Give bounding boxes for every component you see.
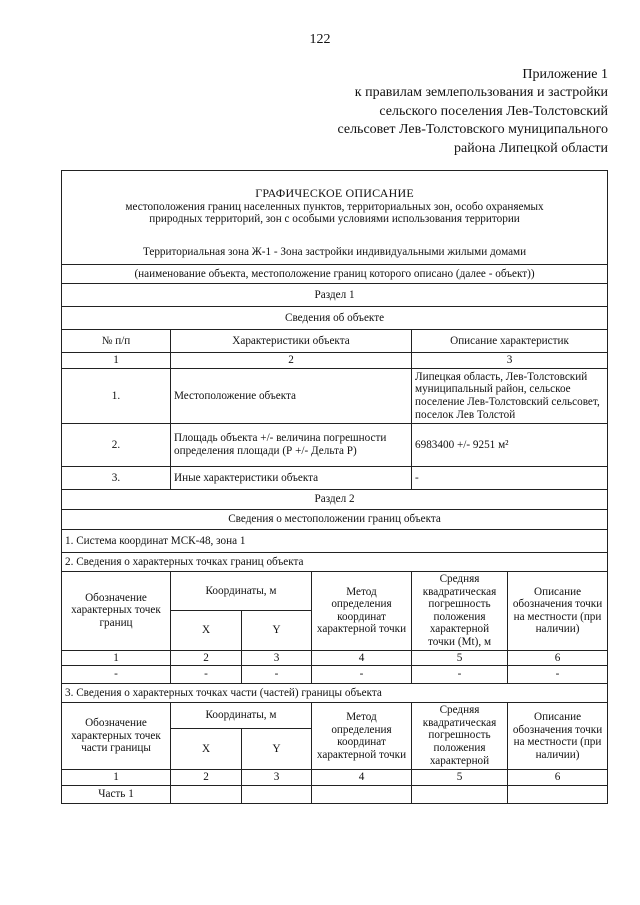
col-coordinates: Координаты, м xyxy=(171,703,312,729)
point-cell: - xyxy=(412,666,508,684)
document-header xyxy=(62,171,608,265)
col-method: Метод определения координат характерной точки xyxy=(312,703,412,770)
point-cell: - xyxy=(508,666,608,684)
col-number: 2 xyxy=(171,770,242,786)
document-subtitle: местоположения границ населенных пунктов, территориальных зон, особо охраняемых xyxy=(125,200,544,213)
coordinate-system: 1. Система координат МСК-48, зона 1 xyxy=(62,529,608,552)
row-number: 3. xyxy=(62,466,171,489)
col-number: 3 xyxy=(242,770,312,786)
appendix-line: сельсовет Лев-Толстовского муниципального xyxy=(337,122,608,138)
appendix-block xyxy=(278,66,608,158)
empty-cell xyxy=(508,785,608,803)
document-title: ГРАФИЧЕСКОЕ ОПИСАНИЕ xyxy=(255,186,414,200)
col-number: 1 xyxy=(62,353,171,369)
empty-cell xyxy=(312,785,412,803)
appendix-line: сельского поселения Лев-Толстовский xyxy=(379,103,608,119)
appendix-line: района Липецкой области xyxy=(454,140,608,156)
object-note: (наименование объекта, местоположение границ которого описано (далее - объект)) xyxy=(62,265,608,284)
col-number: 6 xyxy=(508,650,608,666)
col-coordinates: Координаты, м xyxy=(171,571,312,610)
col-y: Y xyxy=(242,611,312,650)
col-number: 3 xyxy=(412,353,608,369)
empty-cell xyxy=(242,785,312,803)
points-title: 2. Сведения о характерных точках границ объекта xyxy=(62,552,608,571)
col-number: 4 xyxy=(312,650,412,666)
col-number: 2 xyxy=(171,353,412,369)
part-label: Часть 1 xyxy=(62,785,171,803)
characteristic-value: - xyxy=(412,466,608,489)
point-cell: - xyxy=(242,666,312,684)
characteristic-value: Липецкая область, Лев-Толстовский муниципальный район, сельское поселение Лев-Толстовский сельсовет, поселок Лев Толстой xyxy=(412,368,608,423)
col-method: Метод определения координат характерной точки xyxy=(312,571,412,650)
col-x: X xyxy=(171,611,242,650)
parts-title: 3. Сведения о характерных точках части (частей) границы объекта xyxy=(62,684,608,703)
characteristic-name: Иные характеристики объекта xyxy=(171,466,412,489)
col-number: 4 xyxy=(312,770,412,786)
col-header-description: Описание характеристик xyxy=(412,330,608,353)
col-number: 5 xyxy=(412,650,508,666)
col-number: 6 xyxy=(508,770,608,786)
col-point-description: Описание обозначения точки на местности (при наличии) xyxy=(508,703,608,770)
empty-cell xyxy=(412,785,508,803)
point-cell: - xyxy=(62,666,171,684)
col-point-description: Описание обозначения точки на местности (при наличии) xyxy=(508,571,608,650)
characteristic-name: Площадь объекта +/- величина погрешности определения площади (Р +/- Дельта Р) xyxy=(171,423,412,466)
empty-cell xyxy=(171,785,242,803)
col-number: 5 xyxy=(412,770,508,786)
col-x: X xyxy=(171,729,242,770)
col-number: 3 xyxy=(242,650,312,666)
point-cell: - xyxy=(312,666,412,684)
section1-subtitle: Сведения об объекте xyxy=(62,307,608,330)
col-designation: Обозначение характерных точек границ xyxy=(62,571,171,650)
page-number: 122 xyxy=(309,32,331,47)
graphic-description-table xyxy=(61,170,608,804)
col-number: 2 xyxy=(171,650,242,666)
col-header-characteristic: Характеристики объекта xyxy=(171,330,412,353)
appendix-line: к правилам землепользования и застройки xyxy=(354,85,608,101)
section2-title: Раздел 2 xyxy=(62,489,608,509)
zone-name: Территориальная зона Ж-1 - Зона застройки индивидуальными жилыми домами xyxy=(142,245,527,258)
characteristic-name: Местоположение объекта xyxy=(171,368,412,423)
section2-subtitle: Сведения о местоположении границ объекта xyxy=(62,509,608,529)
col-header-num: № п/п xyxy=(62,330,171,353)
col-y: Y xyxy=(242,729,312,770)
point-cell: - xyxy=(171,666,242,684)
appendix-line: Приложение 1 xyxy=(522,67,608,82)
col-number: 1 xyxy=(62,770,171,786)
col-precision-text: Средняя квадратическая погрешность положения характерной xyxy=(422,704,497,767)
col-designation: Обозначение характерных точек части границы xyxy=(62,703,171,770)
document-subtitle-2: природных территорий, зон с особыми условиями использования территории xyxy=(149,213,520,226)
col-precision: Средняя квадратическая погрешность положения характерной точки (Mt), м xyxy=(412,571,508,650)
row-number: 1. xyxy=(62,368,171,423)
characteristic-value: 6983400 +/- 9251 м² xyxy=(412,423,608,466)
section1-title: Раздел 1 xyxy=(62,284,608,307)
row-number: 2. xyxy=(62,423,171,466)
col-precision xyxy=(412,703,508,770)
col-number: 1 xyxy=(62,650,171,666)
